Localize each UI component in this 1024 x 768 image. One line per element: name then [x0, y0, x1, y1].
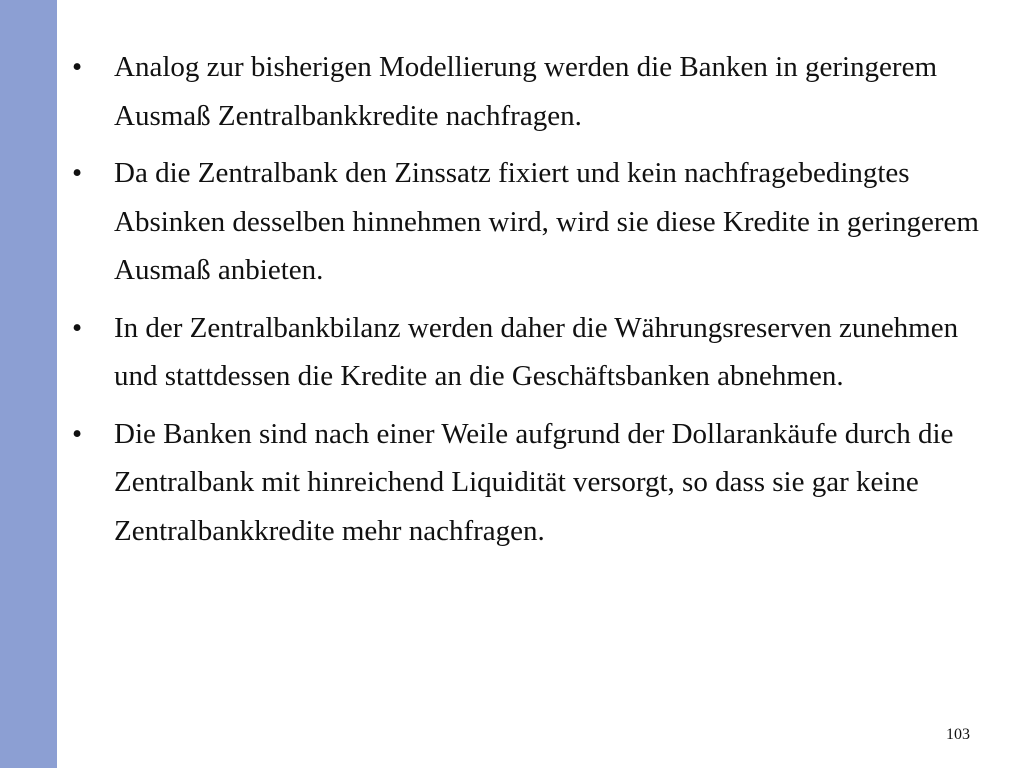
- bullet-item: [70, 43, 990, 140]
- bullet-marker: •: [72, 51, 83, 83]
- bullet-list: [70, 43, 990, 564]
- bullet-text: Da die Zentralbank den Zinssatz fixiert und kein nachfragebedingtes Absinken desselben hinnehmen wird, wird sie diese Kredite in geringerem Ausmaß anbieten.: [114, 157, 979, 286]
- page-number: 103: [946, 726, 970, 743]
- bullet-item: [70, 410, 990, 556]
- bullet-item: [70, 149, 990, 295]
- bullet-text: Analog zur bisherigen Modellierung werden die Banken in geringerem Ausmaß Zentralbankkredite nachfragen.: [114, 51, 938, 132]
- bullet-marker: •: [72, 417, 83, 450]
- bullet-marker: •: [72, 157, 83, 189]
- bullet-item: [70, 304, 990, 401]
- bullet-text: In der Zentralbankbilanz werden daher die Währungsreserven zunehmen und stattdessen die Kredite an die Geschäftsbanken abnehmen.: [114, 311, 959, 392]
- accent-side-bar: [0, 0, 57, 768]
- bullet-marker: •: [72, 311, 83, 344]
- bullet-text: Die Banken sind nach einer Weile aufgrund der Dollarankäufe durch die Zentralbank mit hinreichend Liquidität versorgt, so dass sie gar keine Zentralbankkredite mehr nachfragen.: [114, 417, 954, 547]
